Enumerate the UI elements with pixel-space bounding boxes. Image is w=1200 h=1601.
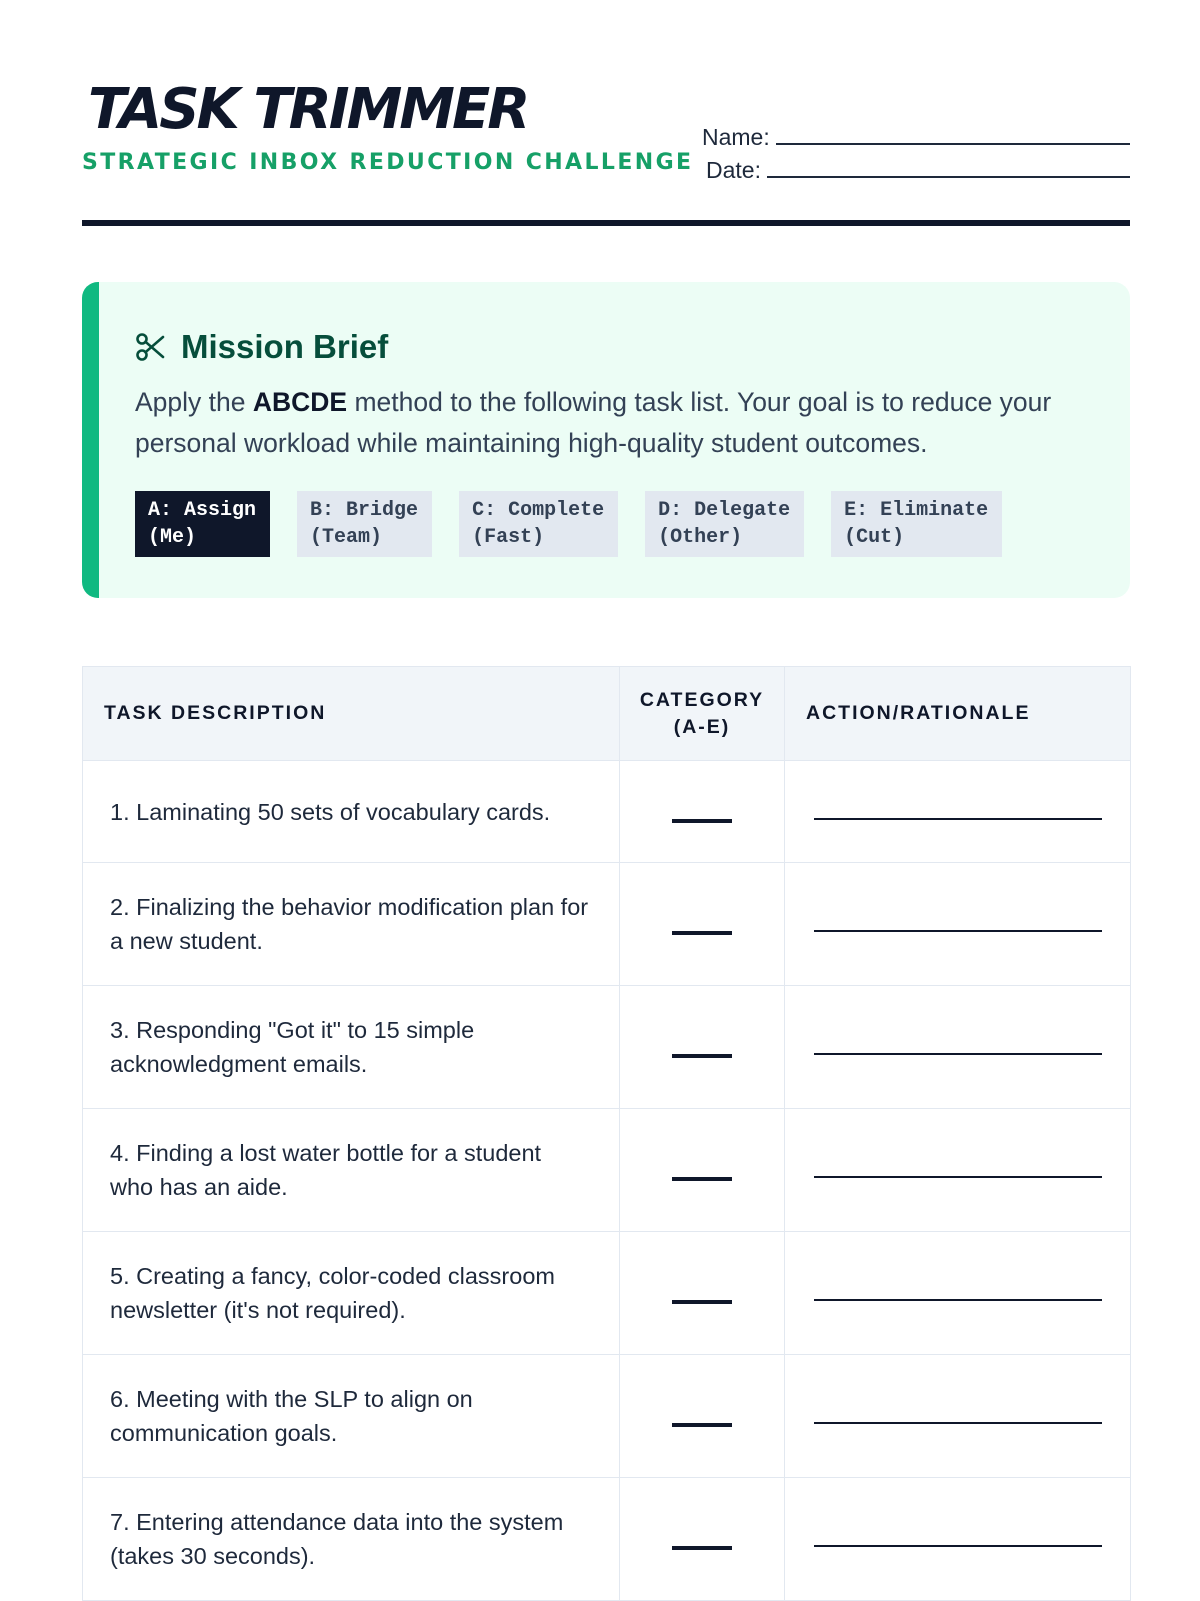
category-cell[interactable] [620,1109,785,1232]
action-blank[interactable] [814,1053,1102,1055]
category-cell[interactable] [620,863,785,986]
action-cell[interactable] [785,1478,1131,1601]
brief-heading [135,328,388,366]
action-cell[interactable] [785,986,1131,1109]
date-line[interactable] [767,176,1130,178]
category-blank[interactable] [672,1546,732,1550]
category-chip: E: Eliminate (Cut) [831,491,1002,557]
task-table [82,666,1131,1601]
category-cell[interactable] [620,986,785,1109]
table-row [83,1355,1131,1478]
action-cell[interactable] [785,863,1131,986]
worksheet-header [82,0,1130,228]
worksheet-page [82,0,1130,1569]
task-description: 7. Entering attendance data into the system (takes 30 seconds). [83,1478,620,1601]
mission-brief [82,282,1130,598]
action-blank[interactable] [814,818,1102,820]
category-chip: A: Assign (Me) [135,491,270,557]
method-name: ABCDE [252,387,348,417]
task-description: 4. Finding a lost water bottle for a student who has an aide. [83,1109,620,1232]
category-chip: B: Bridge (Team) [297,491,432,557]
action-blank[interactable] [814,1299,1102,1301]
page-subtitle: STRATEGIC INBOX REDUCTION CHALLENGE [82,150,694,175]
table-row [83,761,1131,863]
category-blank[interactable] [672,1300,732,1304]
brief-text: Apply the ABCDE method to the following task list. Your goal is to reduce your personal workload while maintaining high-quality student outcomes. [135,387,1052,458]
name-line[interactable] [776,143,1130,145]
category-cell[interactable] [620,1355,785,1478]
category-cell[interactable] [620,1232,785,1355]
date-label: Date: [706,157,761,183]
task-description: 5. Creating a fancy, color-coded classroom newsletter (it's not required). [83,1232,620,1355]
name-date-fields [702,118,1130,184]
action-cell[interactable] [785,1109,1131,1232]
action-blank[interactable] [814,930,1102,932]
task-description: 3. Responding "Got it" to 15 simple acknowledgment emails. [83,986,620,1109]
category-blank[interactable] [672,1054,732,1058]
category-chip: D: Delegate (Other) [645,491,804,557]
table-row [83,986,1131,1109]
category-blank[interactable] [672,1423,732,1427]
date-field[interactable] [702,151,1130,184]
category-blank[interactable] [672,1177,732,1181]
category-blank[interactable] [672,819,732,823]
action-blank[interactable] [814,1176,1102,1178]
task-description: 6. Meeting with the SLP to align on communication goals. [83,1355,620,1478]
action-cell[interactable] [785,1232,1131,1355]
action-blank[interactable] [814,1422,1102,1424]
table-row [83,1232,1131,1355]
task-description: 1. Laminating 50 sets of vocabulary cards. [83,761,620,863]
page-title: TASK TRIMMER [88,77,528,142]
table-row [83,1478,1131,1601]
table-header-row [83,667,1131,761]
header-divider [82,220,1130,226]
category-cell[interactable] [620,1478,785,1601]
category-legend [135,491,1029,557]
name-field[interactable] [702,118,1130,151]
scissors-icon [135,331,167,363]
action-cell[interactable] [785,1355,1131,1478]
header-task-description: TASK DESCRIPTION [83,667,620,761]
header-category: CATEGORY (A-E) [620,667,785,761]
table-row [83,1109,1131,1232]
category-chip: C: Complete (Fast) [459,491,618,557]
brief-accent-bar [82,282,99,598]
table-row [83,863,1131,986]
header-action-rationale: ACTION/RATIONALE [785,667,1131,761]
brief-title: Mission Brief [181,328,389,365]
action-blank[interactable] [814,1545,1102,1547]
task-description: 2. Finalizing the behavior modification plan for a new student. [83,863,620,986]
name-label: Name: [702,124,770,150]
action-cell[interactable] [785,761,1131,863]
category-blank[interactable] [672,931,732,935]
category-cell[interactable] [620,761,785,863]
